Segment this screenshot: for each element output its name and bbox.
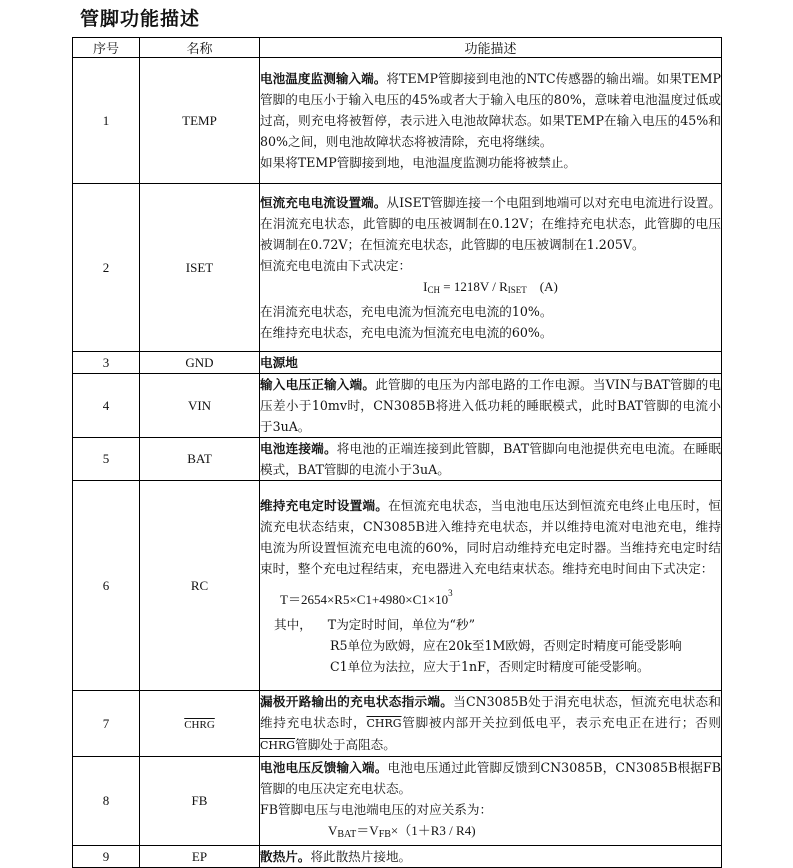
pin-name: TEMP xyxy=(140,58,260,184)
timer-formula: $T=2654\times R5\times C1+4980\times C1\times 10^3$ xyxy=(280,587,453,607)
formula-intro: FB管脚电压与电池端电压的对应关系为： xyxy=(260,802,493,817)
pin-name: GND xyxy=(140,352,260,374)
table-row xyxy=(73,374,722,438)
description-lead: 漏极开路输出的充电状态指示端。 xyxy=(260,694,454,709)
pin-name: FB xyxy=(140,757,260,846)
where-line: 其中， T为定时时间，单位为“秒” xyxy=(274,616,476,632)
table-row xyxy=(73,846,722,868)
pin-description xyxy=(260,58,722,184)
description-text: 将此散热片接地。 xyxy=(310,849,412,864)
description-note: 在维持充电状态，充电电流为恒流充电电流的60%。 xyxy=(260,325,553,340)
description-lead: 电池连接端。 xyxy=(260,441,337,456)
table-row xyxy=(73,184,722,352)
pin-function-table xyxy=(72,37,722,868)
pin-number: 6 xyxy=(73,481,140,691)
description-text: 此管脚的电压为内部电路的工作电源。当VIN与BAT管脚的电压差小于10mv时，CN3085B将进入低功耗的睡眠模式，此时BAT管脚的电流小于3uA。 xyxy=(260,377,722,434)
description-lead: 电源地 xyxy=(260,355,298,370)
pin-description xyxy=(260,846,722,868)
pin-description xyxy=(260,438,722,481)
header-name: 名称 xyxy=(140,38,260,58)
description-text: 在恒流充电状态，当电池电压达到恒流充电终止电压时，恒流充电状态结束，CN3085B进入维持充电状态，并以维持电流对电池充电，维持电流为所设置恒流充电电流的60%，同时启动维持充电定时器。当维持充电定时结束时，整个充电过程结束，充电器进入充电结束状态。维持充电时间由下式决定： xyxy=(260,497,722,576)
description-text: 电池电压通过此管脚反馈到CN3085B，CN3085B根据FB管脚的电压决定充电状态。 xyxy=(260,760,722,796)
current-formula: $I_{CH} = 1218V / R_{ISET}$ (A) xyxy=(423,279,558,295)
table-row xyxy=(73,691,722,757)
formula-intro: 恒流充电电流由下式决定： xyxy=(260,258,412,273)
pin-name: BAT xyxy=(140,438,260,481)
pin-description xyxy=(260,184,722,352)
pin-number: 1 xyxy=(73,58,140,184)
description-lead: 维持充电定时设置端。 xyxy=(260,497,389,513)
where-line: R5单位为欧姆，应在20k至1M欧姆，否则定时精度可能受影响 xyxy=(330,637,682,653)
description-text: 将TEMP管脚接到电池的NTC传感器的输出端。如果TEMP管脚的电压小于输入电压的45%或者大于输入电压的80%，意味着电池温度过低或过高，则充电将被暂停，表示进入电池故障状态。如果TEMP在输入电压的45%和80%之间，则电池故障状态将被清除，充电将继续。 xyxy=(260,71,722,149)
table-row xyxy=(73,352,722,374)
description-lead: 散热片。 xyxy=(260,849,311,864)
description-lead: 电池温度监测输入端。 xyxy=(260,71,387,86)
description-lead: 恒流充电电流设置端。 xyxy=(260,195,387,210)
table-row xyxy=(73,757,722,846)
description-text: 将电池的正端连接到此管脚，BAT管脚向电池提供充电电流。在睡眠模式，BAT管脚的电流小于3uA。 xyxy=(260,441,722,477)
pin-number: 4 xyxy=(73,374,140,438)
pin-name: EP xyxy=(140,846,260,868)
description-note: 如果将TEMP管脚接到地，电池温度监测功能将被禁止。 xyxy=(260,155,577,170)
header-description: 功能描述 xyxy=(260,38,722,58)
voltage-formula: $V_{BAT}=V_{FB}\times(1+R3 / R4)$ xyxy=(328,823,476,840)
pin-number: 8 xyxy=(73,757,140,846)
pin-name: VIN xyxy=(140,374,260,438)
description-note: 在涓流充电状态，充电电流为恒流充电电流的10%。 xyxy=(260,304,553,319)
pin-description xyxy=(260,374,722,438)
header-number: 序号 xyxy=(73,38,140,58)
pin-description xyxy=(260,481,722,691)
pin-description: 漏极开路输出的充电状态指示端。当CN3085B处于涓充电状态，恒流充电状态和维持充电状态时，CHRG管脚被内部开关拉到低电平，表示充电正在进行；否则CHRG管脚处于高阻态。 xyxy=(260,691,722,757)
pin-name xyxy=(140,691,260,757)
description-text: 从ISET管脚连接一个电阻到地端可以对充电电流进行设置。在涓流充电状态，此管脚的电压被调制在0.12V；在维持充电状态，此管脚的电压被调制在0.72V；在恒流充电状态，此管脚的电压被调制在1.205V。 xyxy=(260,195,722,252)
pin-number: 2 xyxy=(73,184,140,352)
signal-chrg: CHRG xyxy=(366,717,402,730)
table-row xyxy=(73,58,722,184)
section-title: 管脚功能描述 xyxy=(80,8,201,30)
description-lead: 电池电压反馈输入端。 xyxy=(260,760,388,775)
pin-number: 7 xyxy=(73,691,140,757)
pin-description xyxy=(260,757,722,846)
pin-name-overlined: CHRG xyxy=(184,718,215,731)
pin-number: 3 xyxy=(73,352,140,374)
description-lead: 输入电压正输入端。 xyxy=(260,377,376,392)
where-line: C1单位为法拉，应大于1nF，否则定时精度可能受影响。 xyxy=(330,658,650,674)
signal-chrg: CHRG xyxy=(260,739,296,752)
table-row xyxy=(73,438,722,481)
pin-description xyxy=(260,352,722,374)
table-row xyxy=(73,481,722,691)
pin-number: 9 xyxy=(73,846,140,868)
pin-name: RC xyxy=(140,481,260,691)
pin-name: ISET xyxy=(140,184,260,352)
table-header-row xyxy=(73,38,722,58)
pin-number: 5 xyxy=(73,438,140,481)
